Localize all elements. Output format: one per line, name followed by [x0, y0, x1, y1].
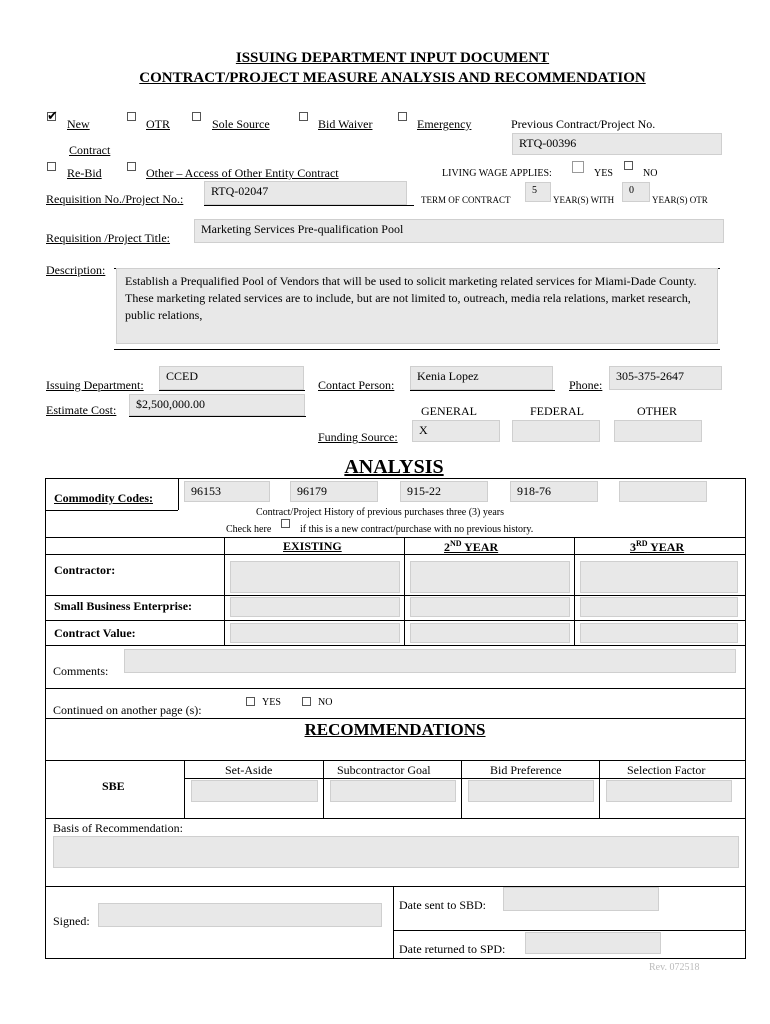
bid-waiver-label: Bid Waiver: [318, 117, 373, 131]
description-field[interactable]: Establish a Prequalified Pool of Vendors that will be used to solicit marketing related services for Miami-Dade County. These marketing related services are to include, but are not limited to, outreach, media rela relations, market research, public relations,: [116, 268, 718, 344]
contact-person-field[interactable]: Kenia Lopez: [410, 366, 553, 390]
term-label: TERM OF CONTRACT: [421, 195, 511, 205]
issuing-dept-underline: [159, 390, 305, 391]
continued-label: Continued on another page (s):: [53, 703, 202, 717]
check-here-note: if this is a new contract/purchase with no previous history.: [300, 524, 534, 535]
living-wage-label: LIVING WAGE APPLIES:: [442, 168, 552, 179]
rec-col-3: [461, 760, 462, 818]
living-wage-yes-checkbox[interactable]: [572, 161, 584, 173]
issuing-dept-label: Issuing Department:: [46, 378, 144, 392]
rec-col-2: [323, 760, 324, 818]
rec-header-line: [45, 760, 746, 761]
commodity-divider: [178, 478, 179, 510]
col-3rd-sup: RD: [636, 539, 648, 548]
col-3rd-year-word: YEAR: [647, 540, 685, 554]
contact-person-underline: [410, 390, 555, 391]
continued-yes-checkbox[interactable]: [246, 697, 255, 706]
contract-label: Contract: [69, 143, 111, 157]
contract-value-3rd[interactable]: [580, 623, 738, 643]
rec-col-4: [599, 760, 600, 818]
signed-label: Signed:: [53, 914, 90, 928]
living-wage-yes-label: YES: [594, 168, 613, 179]
commodity-code-5[interactable]: [619, 481, 707, 502]
contractor-label: Contractor:: [54, 563, 116, 577]
otr-checkbox[interactable]: [127, 112, 136, 121]
bid-waiver-checkbox[interactable]: [299, 112, 308, 121]
otr-label: OTR: [146, 117, 170, 131]
estimate-cost-field[interactable]: $2,500,000.00: [129, 394, 305, 416]
col-existing: EXISTING: [283, 539, 342, 553]
date-returned-label: Date returned to SPD:: [399, 942, 506, 956]
signed-divider: [393, 886, 394, 959]
funding-general-field[interactable]: X: [412, 420, 500, 442]
contractor-row-line: [45, 595, 746, 596]
date-sent-label: Date sent to SBD:: [399, 898, 486, 912]
col-2nd-year-word: YEAR: [461, 540, 499, 554]
term-years-label: YEAR(S) WITH: [553, 195, 615, 205]
comments-field[interactable]: [124, 649, 736, 673]
funding-federal-field[interactable]: [512, 420, 600, 442]
funding-other-label: OTHER: [637, 404, 677, 418]
set-aside-field[interactable]: [191, 780, 318, 802]
date-sent-field[interactable]: [503, 887, 659, 911]
funding-other-field[interactable]: [614, 420, 702, 442]
check-here-label: Check here: [226, 524, 272, 535]
contract-value-2nd[interactable]: [410, 623, 570, 643]
date-sent-line: [393, 930, 746, 931]
sbe-rec-label: SBE: [102, 779, 125, 793]
commodity-code-1[interactable]: 96153: [184, 481, 270, 502]
commodity-bottom-line: [45, 510, 178, 511]
commodity-code-4[interactable]: 918-76: [510, 481, 598, 502]
recommendations-title: RECOMMENDATIONS: [304, 720, 486, 739]
living-wage-no-label: NO: [643, 168, 658, 179]
sub-goal-field[interactable]: [330, 780, 456, 802]
phone-label: Phone:: [569, 378, 603, 392]
comments-row-line: [45, 688, 746, 689]
no-history-checkbox[interactable]: [281, 519, 290, 528]
title-line-1: ISSUING DEPARTMENT INPUT DOCUMENT: [235, 50, 550, 66]
term-otr-label: YEAR(S) OTR: [652, 195, 708, 205]
rec-subheader-line: [184, 778, 746, 779]
funding-federal-label: FEDERAL: [530, 404, 584, 418]
rebid-checkbox[interactable]: [47, 162, 56, 171]
analysis-title: ANALYSIS: [344, 456, 444, 478]
issuing-dept-field[interactable]: CCED: [159, 366, 304, 390]
contact-person-label: Contact Person:: [318, 378, 395, 392]
col-2nd-year: [444, 539, 498, 555]
project-title-label: Requisition /Project Title:: [46, 231, 171, 245]
emergency-checkbox[interactable]: [398, 112, 407, 121]
basis-label: Basis of Recommendation:: [53, 821, 183, 835]
col-3rd-num: 3: [630, 540, 636, 554]
sole-source-checkbox[interactable]: [192, 112, 201, 121]
bid-pref-label: Bid Preference: [490, 763, 562, 777]
history-header-bottom: [45, 554, 746, 555]
check-mark-icon: ✔: [47, 108, 58, 123]
requisition-label: Requisition No./Project No.:: [46, 192, 184, 206]
sub-goal-label: Subcontractor Goal: [337, 763, 431, 777]
sbe-2nd[interactable]: [410, 597, 570, 617]
description-bottom-line: [114, 349, 720, 350]
comments-label: Comments:: [53, 664, 109, 678]
continued-no-checkbox[interactable]: [302, 697, 311, 706]
other-label: Other – Access of Other Entity Contract: [146, 166, 339, 180]
commodity-code-3[interactable]: 915-22: [400, 481, 488, 502]
sbe-existing[interactable]: [230, 597, 400, 617]
contractor-3rd[interactable]: [580, 561, 738, 593]
set-aside-label: Set-Aside: [225, 763, 273, 777]
title-line-2: CONTRACT/PROJECT MEASURE ANALYSIS AND RECOMMENDATION: [139, 70, 646, 86]
estimate-cost-underline: [129, 416, 306, 417]
emergency-label: Emergency: [417, 117, 472, 131]
contractor-2nd[interactable]: [410, 561, 570, 593]
continued-row-line: [45, 718, 746, 719]
sel-factor-field[interactable]: [606, 780, 732, 802]
rebid-label: Re-Bid: [67, 166, 102, 180]
revision-label: Rev. 072518: [649, 962, 700, 973]
signed-field[interactable]: [98, 903, 382, 927]
rec-row-line: [45, 818, 746, 819]
history-note: Contract/Project History of previous purchases three (3) years: [256, 507, 504, 518]
requisition-field[interactable]: RTQ-02047: [204, 181, 407, 205]
term-otr-field[interactable]: 0: [622, 182, 650, 202]
col-2nd-sup: ND: [450, 539, 462, 548]
sbe-label: Small Business Enterprise:: [54, 599, 193, 613]
history-header-top: [45, 537, 746, 538]
continued-yes-label: YES: [262, 697, 281, 708]
contract-value-row-line: [45, 645, 746, 646]
sole-source-label: Sole Source: [212, 117, 270, 131]
requisition-underline: [204, 205, 414, 206]
description-label: Description:: [46, 263, 106, 277]
commodity-codes-label: Commodity Codes:: [54, 491, 153, 505]
contractor-existing[interactable]: [230, 561, 400, 593]
living-wage-no-checkbox[interactable]: [624, 161, 633, 170]
funding-source-label: Funding Source:: [318, 430, 398, 444]
bid-pref-field[interactable]: [468, 780, 594, 802]
other-checkbox[interactable]: [127, 162, 136, 171]
contract-value-label: Contract Value:: [54, 626, 136, 640]
sbe-3rd[interactable]: [580, 597, 738, 617]
continued-no-label: NO: [318, 697, 333, 708]
term-years-field[interactable]: 5: [525, 182, 551, 202]
new-label: New: [67, 117, 90, 131]
commodity-code-2[interactable]: 96179: [290, 481, 378, 502]
estimate-cost-label: Estimate Cost:: [46, 403, 117, 417]
rec-col-1: [184, 760, 185, 818]
date-returned-field[interactable]: [525, 932, 661, 954]
sbe-row-line: [45, 620, 746, 621]
project-title-field[interactable]: Marketing Services Pre-qualification Pool: [194, 219, 724, 243]
previous-contract-field[interactable]: RTQ-00396: [512, 133, 722, 155]
sel-factor-label: Selection Factor: [627, 763, 706, 777]
contract-value-existing[interactable]: [230, 623, 400, 643]
funding-general-label: GENERAL: [421, 404, 477, 418]
basis-field[interactable]: [53, 836, 739, 868]
col-3rd-year: [630, 539, 684, 555]
previous-contract-label: Previous Contract/Project No.: [511, 117, 656, 131]
col-2nd-num: 2: [444, 540, 450, 554]
phone-field[interactable]: 305-375-2647: [609, 366, 722, 390]
